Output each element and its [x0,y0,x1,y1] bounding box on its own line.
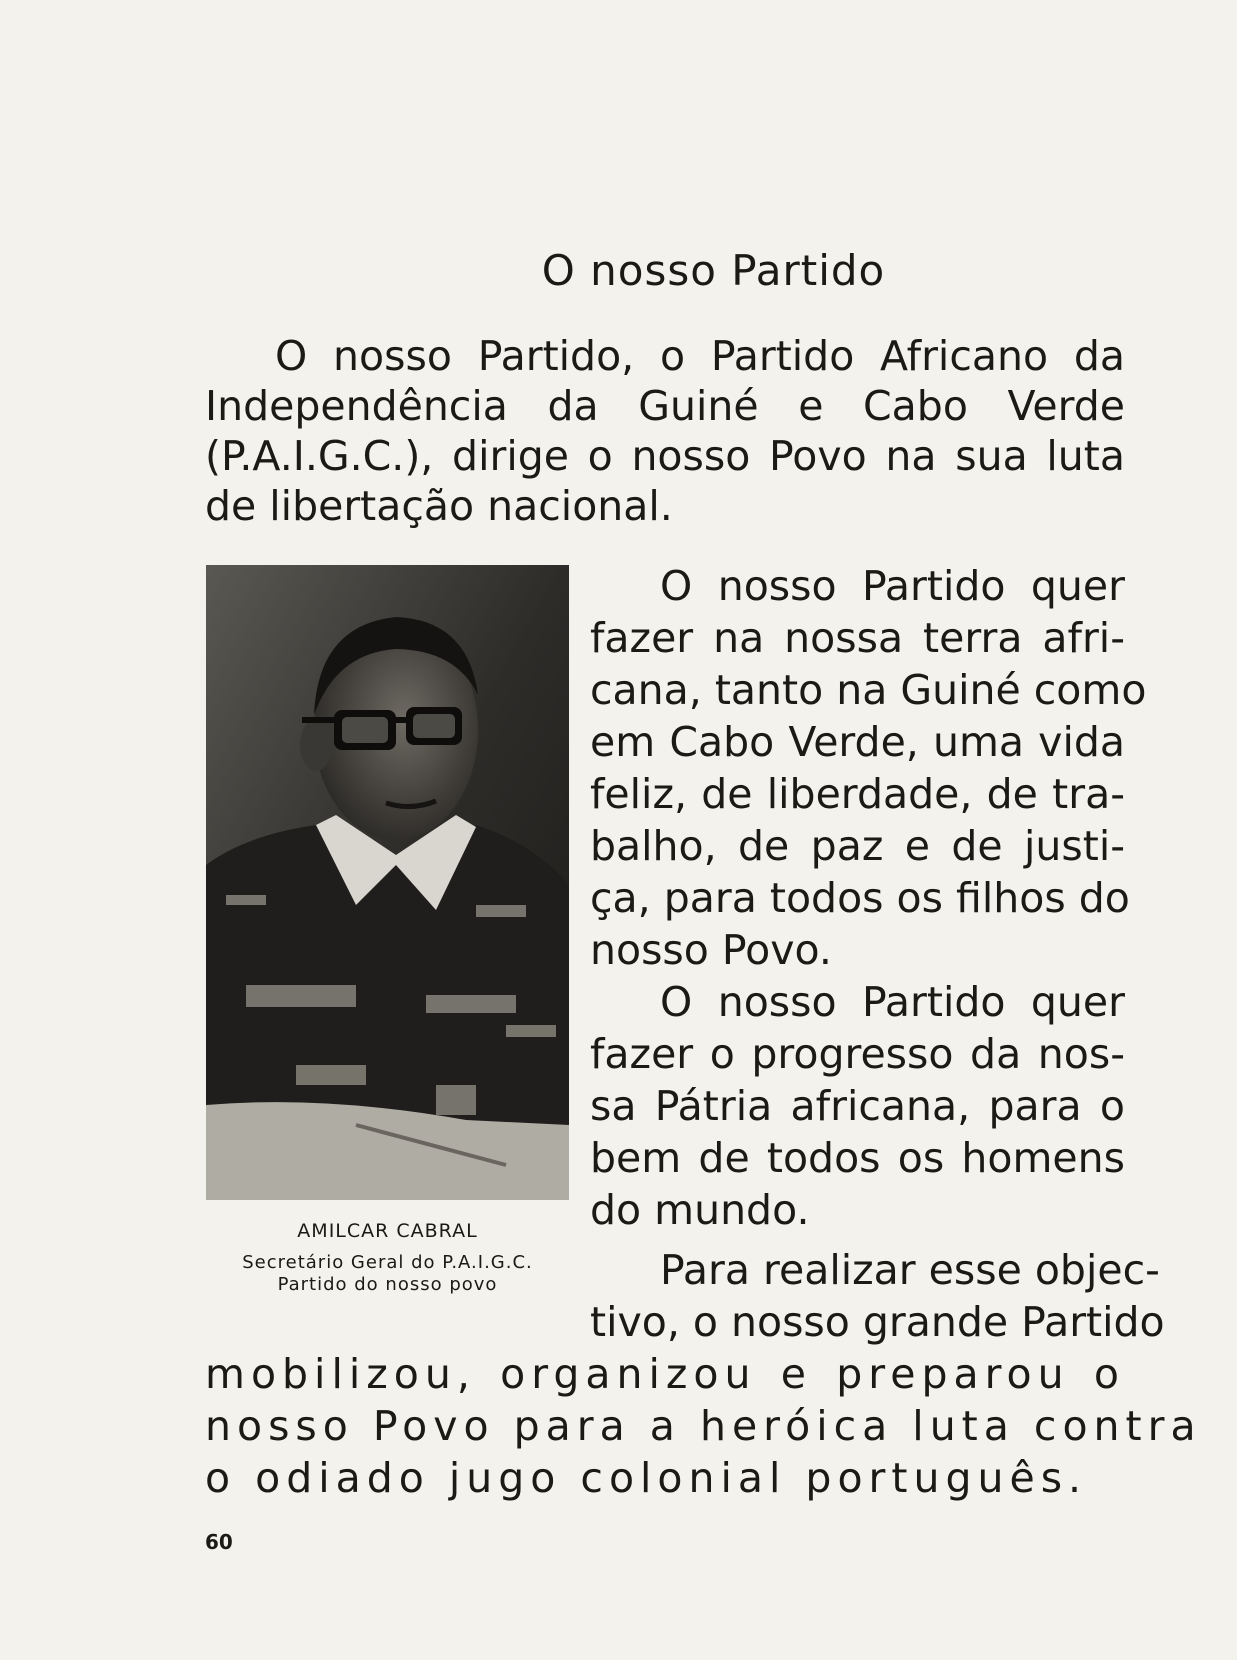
paragraph-4-line: Para realizar esse objec- [660,1246,1160,1294]
paragraph-4-line: tivo, o nosso grande Partido [590,1298,1165,1346]
paragraph-3-line: do mundo. [590,1186,810,1234]
paragraph-1-line: (P.A.I.G.C.), dirige o nosso Povo na sua luta [205,432,1125,480]
photo-caption-party: Partido do nosso povo [277,1274,498,1295]
paragraph-1-line: de libertação nacional. [205,482,673,530]
paragraph-4-line: nosso Povo para a heróica luta contra [205,1402,1202,1450]
paragraph-2-line: nosso Povo. [590,926,832,974]
paragraph-4-line: mobilizou, organizou e preparou o [205,1350,1125,1398]
paragraph-2-line: ça, para todos os filhos do [590,874,1130,922]
paragraph-1-line: O nosso Partido, o Partido Africano da [275,332,1125,380]
paragraph-3-line: O nosso Partido quer [660,978,1125,1026]
paragraph-3-line: fazer o progresso da nos- [590,1030,1125,1078]
paragraph-2-line: feliz, de liberdade, de tra- [590,770,1125,818]
paragraph-3-line: bem de todos os homens [590,1134,1125,1182]
photo-caption-name: AMILCAR CABRAL [297,1220,478,1242]
chapter-title: O nosso Partido [541,246,886,295]
paragraph-1-line: Independência da Guiné e Cabo Verde [205,382,1125,430]
paragraph-4-line: o odiado jugo colonial português. [205,1454,1088,1502]
paragraph-2-line: balho, de paz e de justi- [590,822,1125,870]
portrait-illustration [206,565,569,1200]
paragraph-2-line: O nosso Partido quer [660,562,1125,610]
paragraph-2-line: cana, tanto na Guiné como [590,666,1147,714]
page-number: 60 [205,1530,233,1554]
paragraph-3-line: sa Pátria africana, para o [590,1082,1125,1130]
paragraph-2-line: em Cabo Verde, uma vida [590,718,1125,766]
paragraph-2-line: fazer na nossa terra afri- [590,614,1125,662]
photo-caption-role: Secretário Geral do P.A.I.G.C. [242,1252,533,1273]
portrait-photo [206,565,569,1200]
